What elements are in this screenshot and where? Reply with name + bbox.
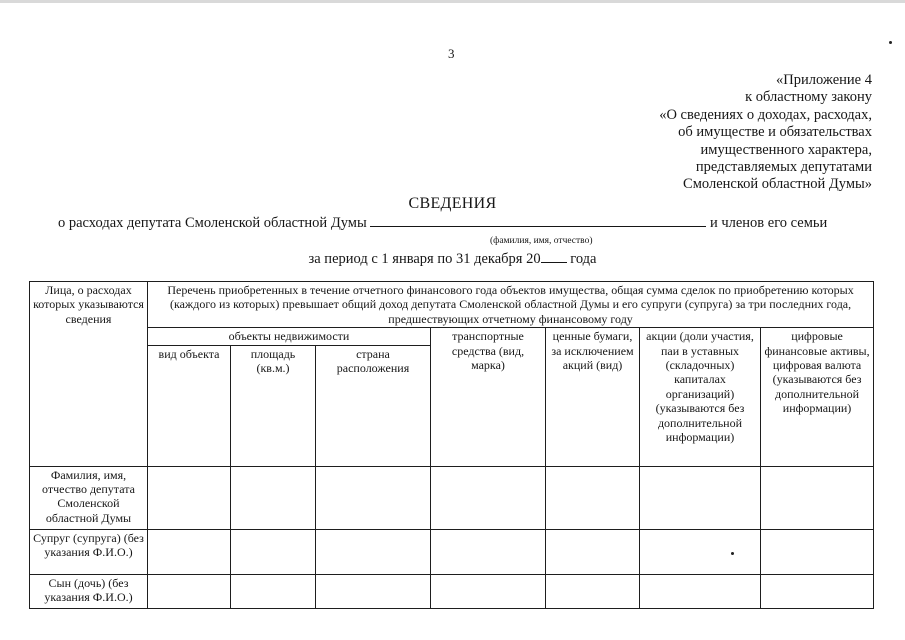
table-cell	[148, 466, 231, 529]
table-cell	[231, 466, 316, 529]
table-cell	[640, 529, 761, 574]
reporting-period	[0, 250, 905, 268]
table-cell	[640, 574, 761, 608]
appendix-line: к областному закону	[745, 89, 872, 106]
shares-header-cell: акции (доли участия, паи в уставных (складочных) капиталах организаций) (указываются без дополнительной информации)	[640, 328, 761, 466]
table-cell	[546, 574, 640, 608]
period-suffix: года	[570, 251, 597, 267]
table-header-row	[30, 282, 874, 328]
table-cell	[640, 466, 761, 529]
table-cell	[546, 466, 640, 529]
real-estate-header-cell: объекты недвижимости	[148, 328, 431, 345]
name-blank-line	[370, 212, 706, 227]
expenses-table	[29, 281, 874, 609]
table-cell	[148, 574, 231, 608]
scan-speck	[889, 41, 892, 44]
securities-header-cell: ценные бумаги, за исключением акций (вид)	[546, 328, 640, 466]
subtitle-suffix: и членов его семьи	[709, 215, 828, 231]
table-row	[30, 466, 874, 529]
table-cell	[431, 574, 546, 608]
name-caption: (фамилия, имя, отчество)	[490, 236, 593, 246]
table-cell	[546, 529, 640, 574]
digital-assets-header-cell: цифровые финансовые активы, цифровая валюта (указываются без дополнительной информации)	[761, 328, 874, 466]
table-cell	[316, 574, 431, 608]
table-subheader-row	[30, 328, 874, 345]
table-row	[30, 529, 874, 574]
document-subtitle	[58, 212, 827, 232]
appendix-line: об имуществе и обязательствах	[678, 124, 872, 141]
table-cell	[761, 466, 874, 529]
appendix-line: Смоленской областной Думы»	[683, 176, 872, 193]
document-title: СВЕДЕНИЯ	[408, 195, 497, 212]
persons-header-cell: Лица, о расходах которых указываются сведения	[30, 282, 148, 467]
country-header-cell: страна расположения	[316, 345, 431, 466]
subtitle-prefix: о расходах депутата Смоленской областной Думы	[58, 215, 367, 231]
table-cell	[761, 574, 874, 608]
table-cell	[316, 466, 431, 529]
table-cell	[431, 466, 546, 529]
scan-edge	[0, 0, 905, 3]
appendix-line: представляемых депутатами	[695, 159, 872, 176]
appendix-line: имущественного характера,	[700, 141, 872, 158]
year-blank-line	[541, 250, 567, 263]
table-cell	[761, 529, 874, 574]
row-label-spouse: Супруг (супруга) (без указания Ф.И.О.)	[30, 529, 148, 574]
area-header-cell: площадь (кв.м.)	[231, 345, 316, 466]
period-prefix: за период с 1 января по 31 декабря 20	[308, 251, 541, 267]
appendix-block	[659, 72, 872, 194]
appendix-line: «О сведениях о доходах, расходах,	[659, 106, 872, 123]
list-header-cell: Перечень приобретенных в течение отчетного финансового года объектов имущества, общая сумма сделок по приобретению которых (каждого из которых) превышает общий доход депутата Смоленской областной Думы и его супруги (супруга) за три последних года, предшествующих отчетному финансовому году	[148, 282, 874, 328]
page-number: 3	[448, 46, 455, 61]
object-type-header-cell: вид объекта	[148, 345, 231, 466]
table-cell	[231, 574, 316, 608]
transport-header-cell: транспортные средства (вид, марка)	[431, 328, 546, 466]
row-label-deputy: Фамилия, имя, отчество депутата Смоленской областной Думы	[30, 466, 148, 529]
row-label-child: Сын (дочь) (без указания Ф.И.О.)	[30, 574, 148, 608]
table-row	[30, 574, 874, 608]
table-cell	[316, 529, 431, 574]
appendix-line: «Приложение 4	[776, 72, 872, 88]
table-cell	[431, 529, 546, 574]
table-cell	[148, 529, 231, 574]
table-cell	[231, 529, 316, 574]
